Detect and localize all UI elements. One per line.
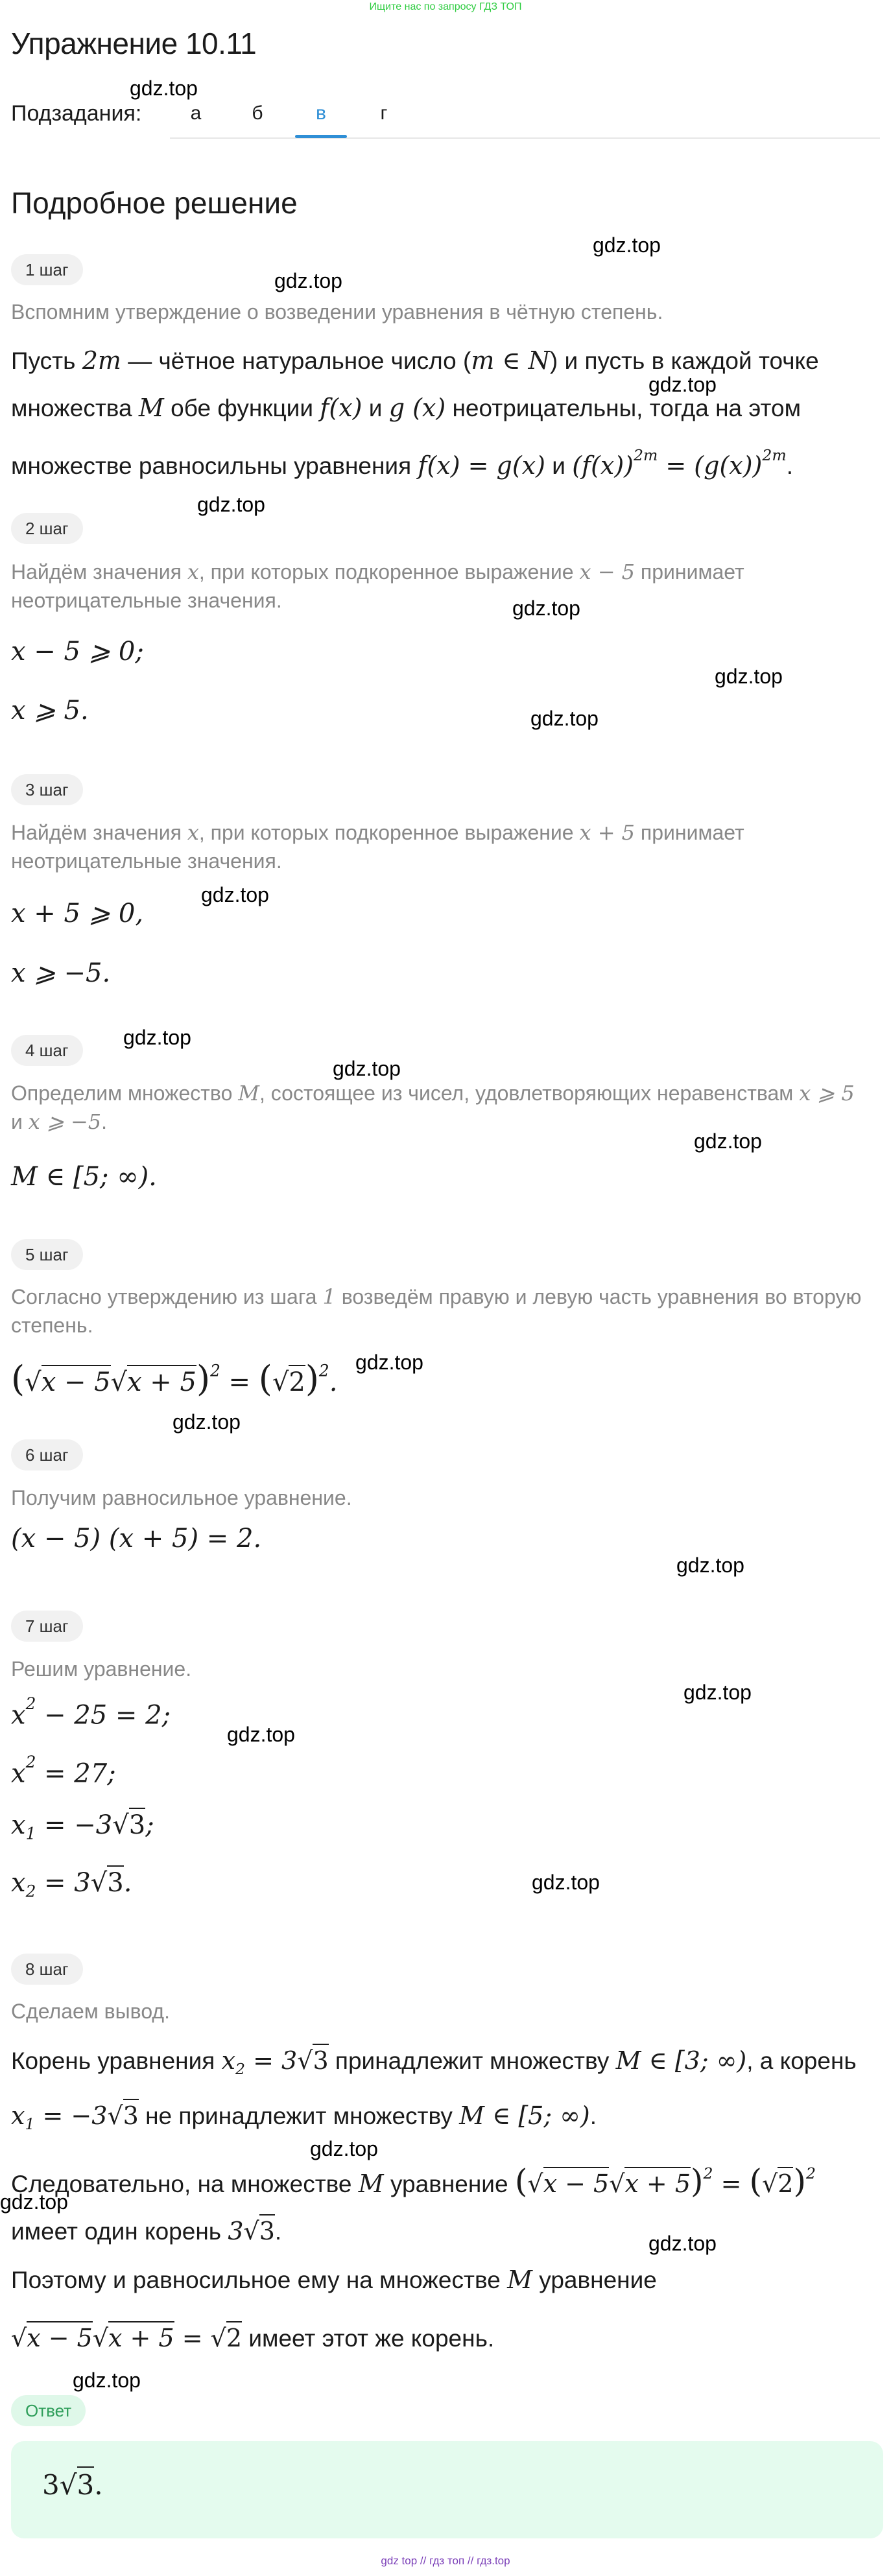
solution-title: Подробное решение (11, 186, 298, 220)
answer-box (11, 2441, 883, 2538)
step-4-hint: Определим множество M, состоящее из чисел, удовлетворяющих неравенствам x ⩾ 5 и x ⩾ −5. (11, 1081, 855, 1134)
watermark: gdz.top (530, 707, 599, 730)
watermark: gdz.top (172, 1410, 241, 1434)
step-1-hint: Вспомним утверждение о возведении уравнения в чётную степень. (11, 300, 663, 324)
tab-a[interactable]: а (190, 102, 202, 124)
step-8-conclusion-4: √x − 5√x + 5 = √2 имеет этот же корень. (11, 2315, 883, 2362)
answer-value: 3√3. (42, 2469, 103, 2501)
watermark: gdz.top (593, 233, 661, 257)
step-8-badge: 8 шаг (11, 1954, 83, 1985)
step-3-line-1: x + 5 ⩾ 0, (11, 899, 144, 928)
step-5-hint: Согласно утверждению из шага 1 возведём правую и левую часть уравнения во вторую степень. (11, 1284, 862, 1337)
watermark: gdz.top (512, 597, 580, 620)
step-8-hint: Сделаем вывод. (11, 2000, 170, 2023)
subtasks-divider (170, 137, 880, 139)
step-4-line: M ∈ [5; ∞). (11, 1162, 157, 1192)
step-2-hint: Найдём значения x, при которых подкоренное выражение x − 5 принимает неотрицательные значения. (11, 560, 744, 612)
step-2-badge: 2 шаг (11, 513, 83, 544)
watermark: gdz.top (676, 1554, 744, 1577)
step-2-line-2: x ⩾ 5. (11, 696, 89, 726)
watermark: gdz.top (227, 1723, 295, 1746)
answer-badge: Ответ (11, 2395, 86, 2426)
watermark: gdz.top (197, 493, 265, 516)
step-7-line-1: $x^2 - 25 = 2$; (11, 1694, 171, 1731)
subtasks-label: Подзадания: (11, 101, 142, 126)
tab-b[interactable]: б (252, 102, 263, 124)
active-tab-underline (295, 135, 347, 138)
step-3-line-2: x ⩾ −5. (11, 958, 111, 988)
watermark: gdz.top (123, 1026, 191, 1049)
step-7-badge: 7 шаг (11, 1611, 83, 1642)
step-7-hint: Решим уравнение. (11, 1657, 192, 1681)
watermark: gdz.top (648, 373, 717, 396)
page-title: Упражнение 10.11 (11, 27, 257, 60)
step-6-badge: 6 шаг (11, 1439, 83, 1471)
step-7-line-2: $x^2 = 27$; (11, 1753, 116, 1789)
watermark: gdz.top (201, 883, 269, 906)
watermark: gdz.top (715, 665, 783, 688)
step-1-badge: 1 шаг (11, 254, 83, 285)
step-1-text: Пусть 2m — чётное натуральное число (m ∈ N) и пусть в каждой точке множества M обе функции f(x) и g (x) неотрицательны, тогда на этом множестве равносильны уравнения f(x) = g(x) и $(f(x))^{2m} = (g(x))^{2m}$. (11, 346, 819, 480)
watermark: gdz.top (648, 2232, 717, 2255)
watermark: gdz.top (532, 1871, 600, 1894)
step-2-line-1: x − 5 ⩾ 0; (11, 637, 144, 667)
step-7-line-4: $x_2 = 3√3$. (11, 1868, 132, 1901)
step-5-badge: 5 шаг (11, 1239, 83, 1270)
watermark: gdz.top (274, 269, 342, 292)
step-6-hint: Получим равносильное уравнение. (11, 1486, 352, 1509)
watermark: gdz.top (130, 77, 198, 100)
top-banner[interactable]: Ищите нас по запросу ГДЗ ТОП (369, 1, 522, 12)
step-4-badge: 4 шаг (11, 1035, 83, 1066)
watermark: gdz.top (0, 2190, 68, 2214)
watermark: gdz.top (694, 1129, 762, 1153)
step-6-line: (x − 5) (x + 5) = 2. (11, 1524, 262, 1554)
step-8-conclusion-1: Корень уравнения $x_2 = 3√3$ принадлежит множеству M ∈ [3; ∞), а корень $x_1 = -3√3$ не принадлежит множеству M ∈ [5; ∞). (11, 2037, 883, 2147)
tab-v[interactable]: в (316, 102, 326, 124)
footer-links[interactable]: gdz top // гдз топ // гдз.top (381, 2555, 510, 2567)
watermark: gdz.top (333, 1057, 401, 1080)
step-3-badge: 3 шаг (11, 774, 83, 805)
watermark: gdz.top (355, 1351, 423, 1374)
watermark: gdz.top (310, 2137, 378, 2160)
step-8-conclusion-3: Поэтому и равносильное ему на множестве M уравнение (11, 2265, 657, 2294)
step-7-line-3: $x_1 = -3√3$; (11, 1810, 154, 1843)
step-3-hint: Найдём значения x, при которых подкоренное выражение x + 5 принимает неотрицательные значения. (11, 820, 744, 873)
watermark: gdz.top (683, 1681, 752, 1704)
step-5-equation: $(√x - 5√x + 5)^2 = (√2)^2$. (11, 1358, 338, 1399)
step-8-conclusion-2: Следовательно, на множестве M уравнение $(√x - 5√x + 5)^2 = (√2)^2$ имеет один корень 3√3. (11, 2162, 816, 2246)
subtasks-row (11, 99, 880, 139)
watermark: gdz.top (73, 2369, 141, 2392)
tab-g[interactable]: г (380, 102, 388, 124)
